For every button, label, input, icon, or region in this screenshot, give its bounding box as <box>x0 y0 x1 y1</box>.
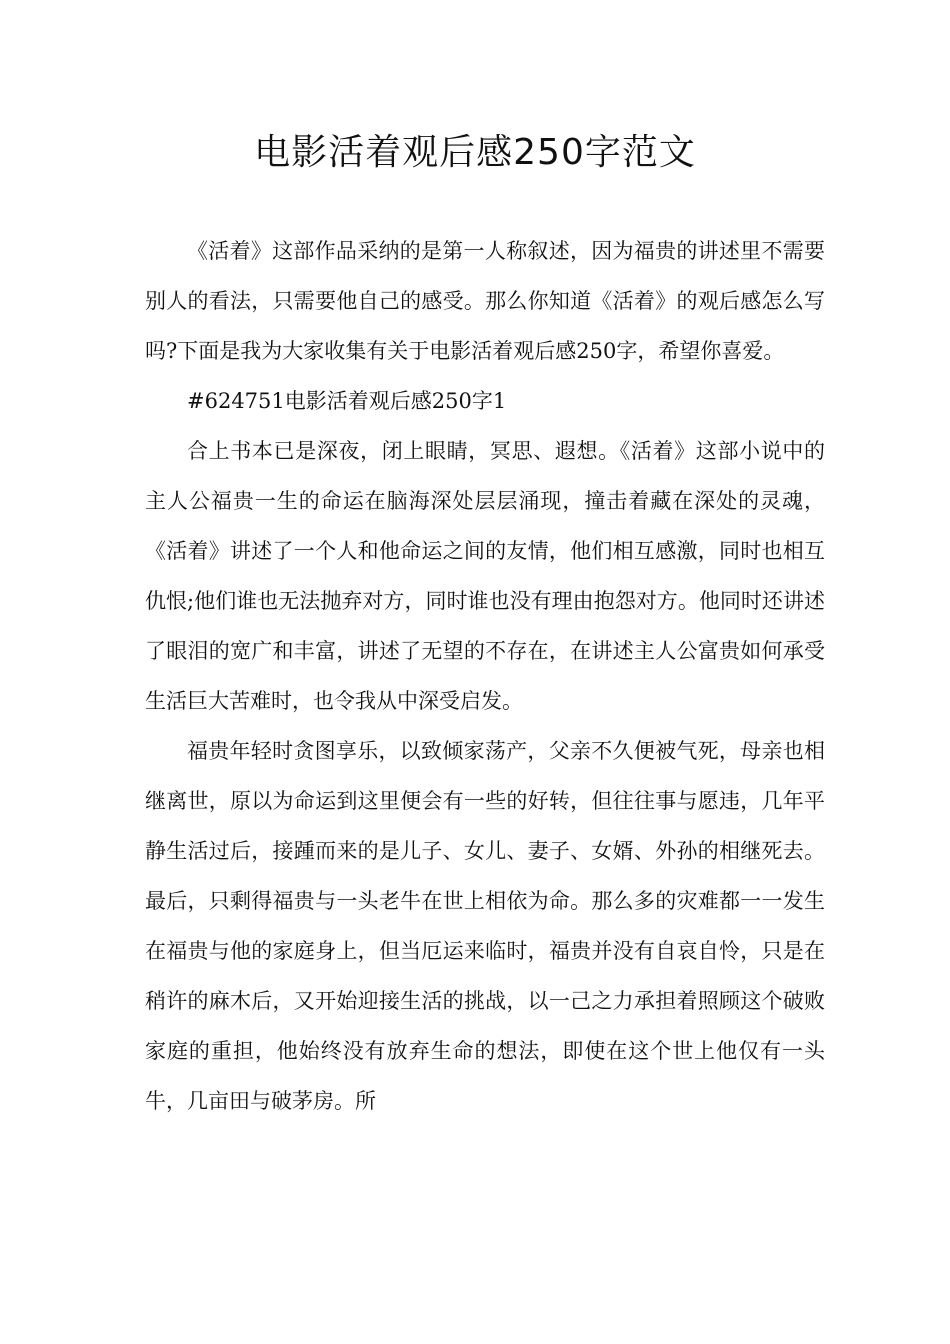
document-body <box>145 226 825 1126</box>
paragraph-intro: 《活着》这部作品采纳的是第一人称叙述，因为福贵的讲述里不需要别人的看法，只需要他自己的感受。那么你知道《活着》的观后感怎么写吗?下面是我为大家收集有关于电影活着观后感250字，希望你喜爱。 <box>145 239 825 363</box>
document-title: 电影活着观后感250字范文 <box>254 132 696 173</box>
paragraph-story: 福贵年轻时贪图享乐，以致倾家荡产，父亲不久便被气死，母亲也相继离世，原以为命运到这里便会有一些的好转，但往往事与愿违，几年平静生活过后，接踵而来的是儿子、女儿、妻子、女婿、外孙的相继死去。最后，只剩得福贵与一头老牛在世上相依为命。那么多的灾难都一一发生在福贵与他的家庭身上，但当厄运来临时，福贵并没有自哀自怜，只是在稍许的麻木后，又开始迎接生活的挑战，以一己之力承担着照顾这个破败家庭的重担，他始终没有放弃生命的想法，即使在这个世上他仅有一头牛，几亩田与破茅房。所 <box>145 739 825 1113</box>
paragraph-reflection: 合上书本已是深夜，闭上眼睛，冥思、遐想。《活着》这部小说中的主人公福贵一生的命运在脑海深处层层涌现，撞击着藏在深处的灵魂，《活着》讲述了一个人和他命运之间的友情，他们相互感激，同时也相互仇恨;他们谁也无法抛弃对方，同时谁也没有理由抱怨对方。他同时还讲述了眼泪的宽广和丰富，讲述了无望的不存在，在讲述主人公富贵如何承受生活巨大苦难时，也令我从中深受启发。 <box>145 439 825 713</box>
paragraph-section-heading: #624751电影活着观后感250字1 <box>187 389 507 413</box>
